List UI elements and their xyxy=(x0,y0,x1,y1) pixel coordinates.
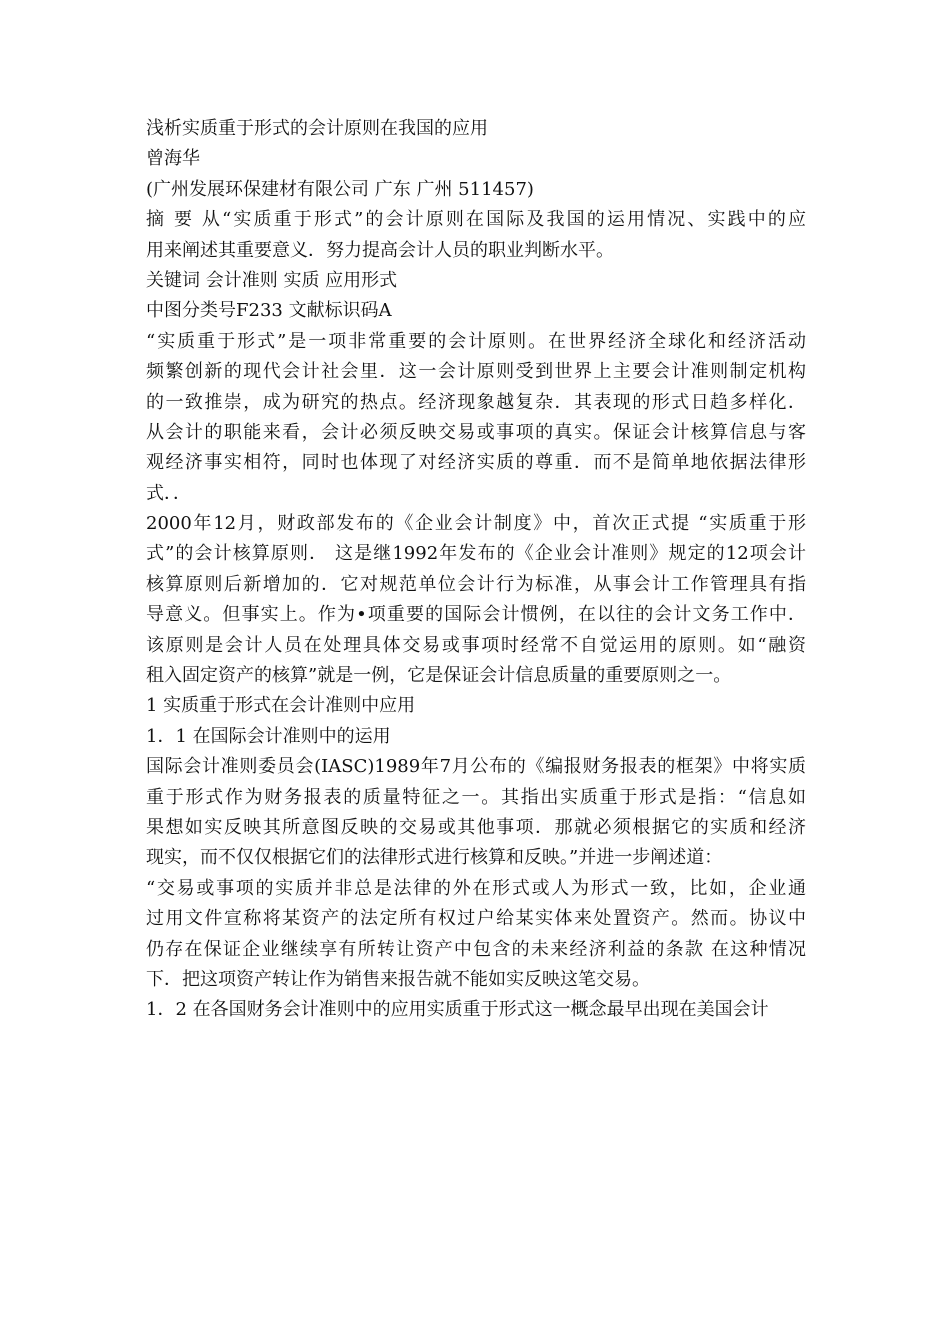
paragraph-line: 从会计的职能来看，会计必须反映交易或事项的真实。保证会计核算信息与客 xyxy=(146,421,806,443)
paragraph-line: 频繁创新的现代会计社会里．这一会计原则受到世界上主要会计准则制定机构 xyxy=(146,361,806,383)
paragraph-line: 仍存在保证企业继续享有所转让资产中包含的未来经济利益的条款 在这种情况 xyxy=(146,938,806,960)
paragraph-line: 式．． xyxy=(146,482,191,504)
section-heading: 1 实质重于形式在会计准则中应用 xyxy=(146,695,416,717)
abstract-line: 摘 要 从“实质重于形式”的会计原则在国际及我国的运用情况、实践中的应 xyxy=(146,209,806,231)
article-author: 曾海华 xyxy=(146,148,200,170)
paragraph-line: 观经济事实相符，同时也体现了对经济实质的尊重．而不是简单地依据法律形 xyxy=(146,452,806,474)
paragraph-line: 2000年12月，财政部发布的《企业会计制度》中，首次正式提 “实质重于形 xyxy=(146,513,806,535)
paragraph-line: “实质重于形式”是一项非常重要的会计原则。在世界经济全球化和经济活动 xyxy=(146,330,806,352)
paragraph-line: 导意义。但事实上。作为•项重要的国际会计惯例，在以往的会计文务工作中． xyxy=(146,604,806,626)
subsection-heading: 1．1 在国际会计准则中的运用 xyxy=(146,725,391,747)
paragraph-line: 国际会计准则委员会(IASC)1989年7月公布的《编报财务报表的框架》中将实质 xyxy=(146,756,806,778)
paragraph-line: 核算原则后新增加的．它对规范单位会计行为标准，从事会计工作管理具有指 xyxy=(146,573,806,595)
paragraph-line: 下．把这项资产转让作为销售来报告就不能如实反映这笔交易。 xyxy=(146,968,650,990)
paragraph-3 xyxy=(146,752,806,874)
paragraph-line: 现实，而不仅仅根据它们的法律形式进行核算和反映。”并进一步阐述道： xyxy=(146,847,723,869)
classification: 中图分类号F233 文献标识码A xyxy=(146,300,392,322)
paragraph-line: 式”的会计核算原则． 这是继1992年发布的《企业会计准则》规定的12项会计 xyxy=(146,543,806,565)
paragraph-line: “交易或事项的实质并非总是法律的外在形式或人为形式一致，比如，企业通 xyxy=(146,877,806,899)
abstract xyxy=(146,205,806,266)
subsection-heading-paragraph: 1．2 在各国财务会计准则中的应用实质重于形式这一概念最早出现在美国会计 xyxy=(146,999,769,1021)
paragraph-line: 果想如实反映其所意图反映的交易或其他事项．那就必须根据它的实质和经济 xyxy=(146,816,806,838)
paragraph-line: 该原则是会计人员在处理具体交易或事项时经常不自觉运用的原则。如“融资 xyxy=(146,634,806,656)
paragraph-1 xyxy=(146,327,806,509)
document-page xyxy=(146,114,806,1026)
paragraph-4 xyxy=(146,874,806,996)
paragraph-line: 重于形式作为财务报表的质量特征之一。其指出实质重于形式是指：“信息如 xyxy=(146,786,806,808)
abstract-line: 用来阐述其重要意义．努力提高会计人员的职业判断水平。 xyxy=(146,239,614,261)
paragraph-line: 租入固定资产的核算”就是一例，它是保证会计信息质量的重要原则之一。 xyxy=(146,665,732,687)
article-title: 浅析实质重于形式的会计原则在我国的应用 xyxy=(146,118,488,139)
paragraph-2 xyxy=(146,509,806,691)
paragraph-line: 的一致推崇，成为研究的热点。经济现象越复杂．其表现的形式日趋多样化． xyxy=(146,391,806,413)
article-affiliation: (广州发展环保建材有限公司 广东 广州 511457) xyxy=(146,178,534,200)
paragraph-line: 过用文件宣称将某资产的法定所有权过户给某实体来处置资产。然而。协议中 xyxy=(146,908,806,930)
keywords: 关键词 会计准则 实质 应用形式 xyxy=(146,269,398,291)
